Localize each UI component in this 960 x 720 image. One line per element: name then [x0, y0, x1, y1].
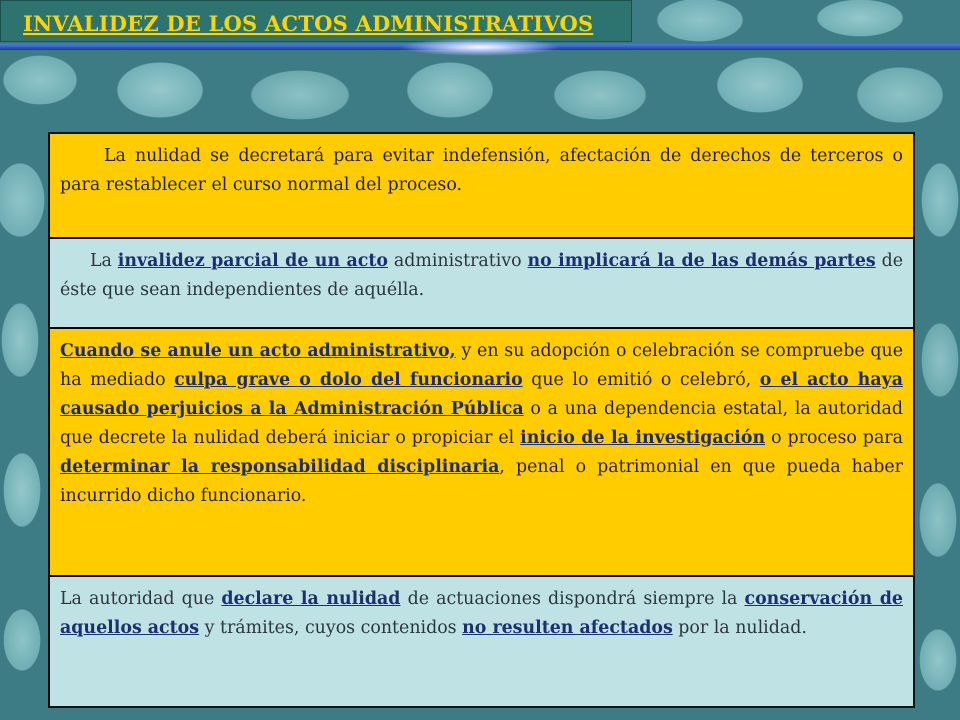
emphasis-text: conservación de aquellos actos — [60, 589, 903, 638]
paragraph-text: La nulidad se decretará para evitar indefensión, afectación de derechos de terceros o para restablecer el curso normal del proceso. — [60, 146, 903, 195]
paragraph-conservacion — [50, 577, 913, 706]
paragraph-text: La autoridad que — [60, 589, 222, 609]
emphasis-text: no resulten afectados — [462, 618, 673, 638]
paragraph-nulidad — [50, 134, 913, 237]
emphasis-text: inicio de la investigación — [520, 428, 766, 448]
paragraph-text: y en su adopción o celebración se compruebe que ha mediado — [60, 341, 903, 390]
emphasis-text: o el acto haya causado perjuicios a la Administración Pública — [60, 370, 903, 419]
emphasis-text: culpa grave o dolo del funcionario — [174, 370, 523, 390]
paragraph-text: que lo emitió o celebró, — [522, 370, 760, 390]
emphasis-text: no implicará la de las demás partes — [527, 251, 876, 271]
emphasis-text: invalidez parcial de un acto — [117, 251, 388, 271]
emphasis-text: declare la nulidad — [221, 589, 401, 609]
paragraph-text: por la nulidad. — [672, 618, 807, 638]
paragraph-text: de éste que sean independientes de aquélla. — [60, 251, 903, 300]
paragraph-text: La — [90, 251, 118, 271]
content-panel — [48, 132, 915, 708]
paragraph-text: o a una dependencia estatal, la autoridad que decrete la nulidad deberá iniciar o propiciar el — [60, 399, 903, 448]
title-banner — [0, 0, 632, 42]
paragraph-anulacion — [50, 329, 913, 575]
paragraph-text: , penal o patrimonial en que pueda haber incurrido dicho funcionario. — [60, 457, 903, 506]
emphasis-text: Cuando se anule un acto administrativo, — [60, 341, 456, 361]
paragraph-text: de actuaciones dispondrá siempre la — [400, 589, 745, 609]
divider-glow — [400, 38, 560, 56]
paragraph-text: o proceso para — [765, 428, 903, 448]
paragraph-invalidez-parcial — [50, 239, 913, 327]
slide-title: INVALIDEZ DE LOS ACTOS ADMINISTRATIVOS — [23, 11, 594, 36]
emphasis-text: determinar la responsabilidad disciplinaria — [60, 457, 500, 477]
paragraph-text: y trámites, cuyos contenidos — [199, 618, 463, 638]
paragraph-text: administrativo — [387, 251, 528, 271]
